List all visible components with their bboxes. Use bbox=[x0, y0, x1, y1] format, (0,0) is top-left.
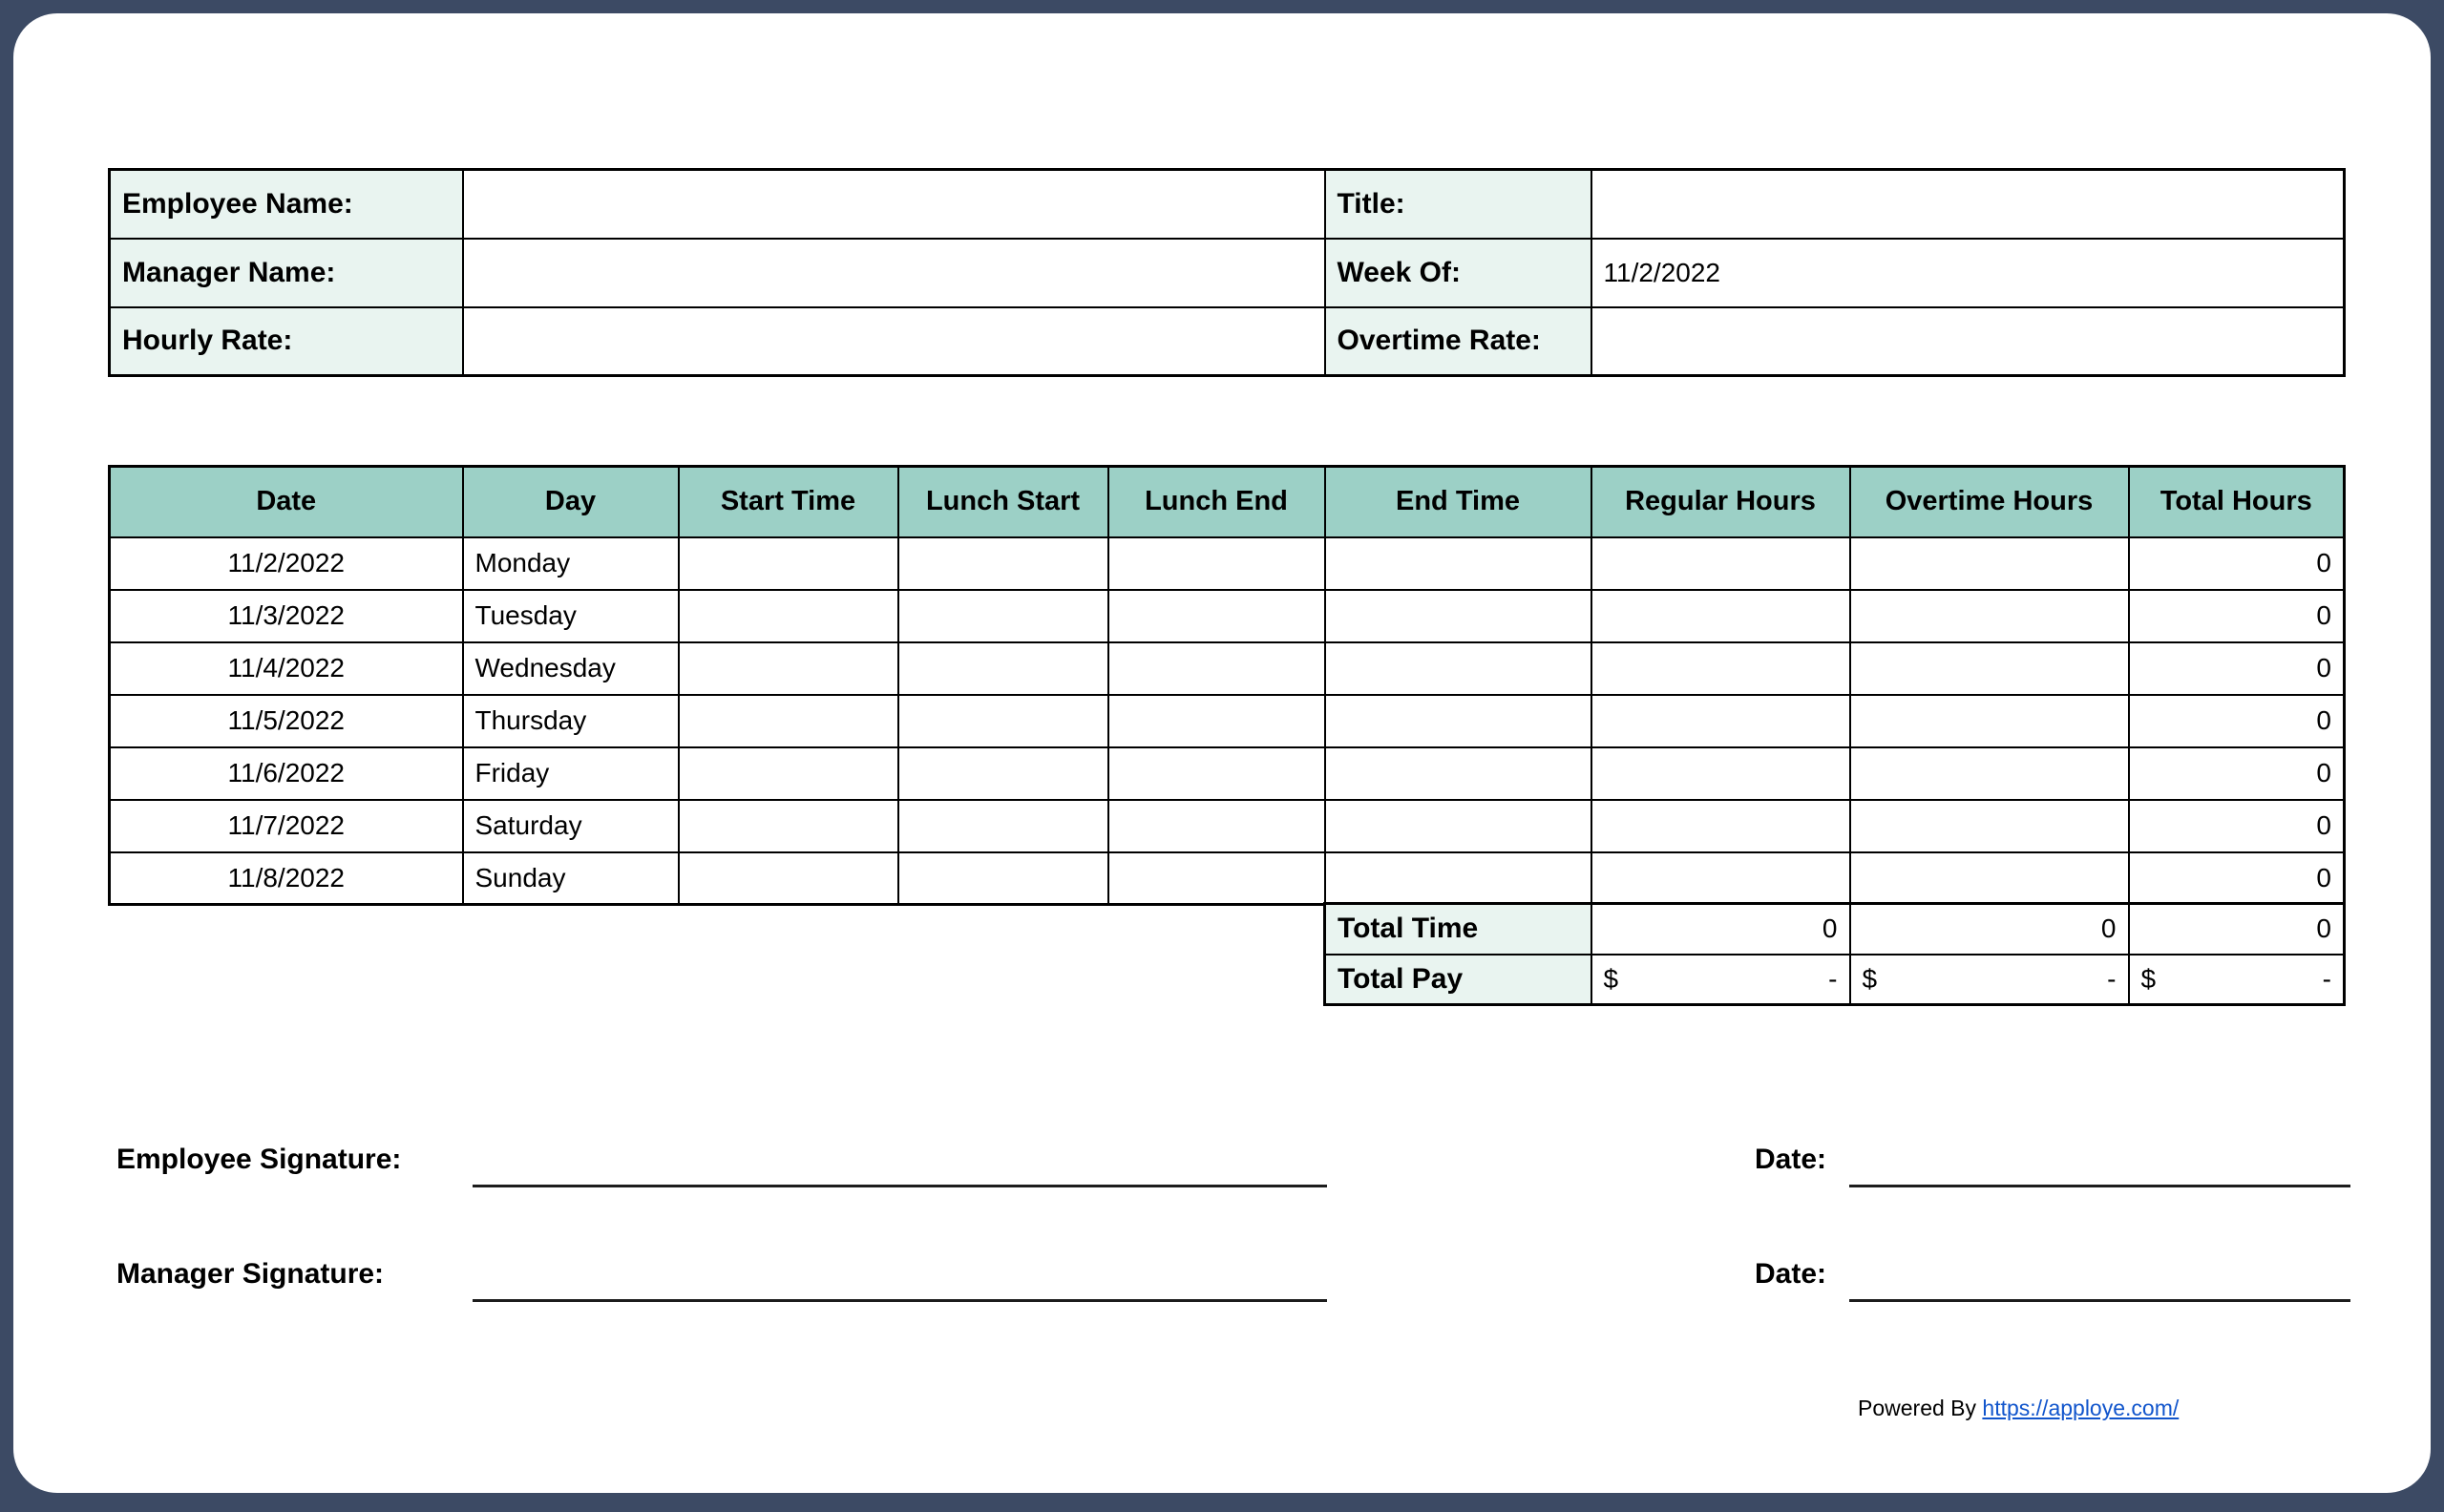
end-time-cell[interactable] bbox=[1325, 537, 1591, 590]
timesheet-row bbox=[110, 695, 2345, 747]
day-cell: Friday bbox=[463, 747, 679, 800]
overtime-hours-cell[interactable] bbox=[1850, 537, 2129, 590]
regular-hours-cell[interactable] bbox=[1591, 642, 1850, 695]
regular-hours-cell[interactable] bbox=[1591, 590, 1850, 642]
info-row bbox=[110, 170, 2345, 239]
day-cell: Thursday bbox=[463, 695, 679, 747]
employee-signature-line[interactable] bbox=[473, 1185, 1327, 1187]
total-hours-cell: 0 bbox=[2129, 747, 2345, 800]
start-time-cell[interactable] bbox=[679, 537, 898, 590]
day-column-header: Day bbox=[463, 467, 679, 537]
lunch-start-cell[interactable] bbox=[898, 852, 1108, 905]
total-hours-cell: 0 bbox=[2129, 852, 2345, 905]
regular-hours-cell[interactable] bbox=[1591, 695, 1850, 747]
total-hours-value: 0 bbox=[2129, 904, 2345, 955]
manager-name-label: Manager Name: bbox=[110, 239, 463, 307]
lunch-end-cell[interactable] bbox=[1108, 852, 1325, 905]
regular-hours-cell[interactable] bbox=[1591, 747, 1850, 800]
manager-date-label: Date: bbox=[1755, 1258, 1827, 1290]
overtime-rate-field[interactable] bbox=[1591, 307, 2345, 376]
day-cell: Tuesday bbox=[463, 590, 679, 642]
end-time-cell[interactable] bbox=[1325, 747, 1591, 800]
start-time-cell[interactable] bbox=[679, 852, 898, 905]
pay-amount: - bbox=[1828, 963, 1838, 994]
timesheet-table bbox=[108, 465, 2346, 906]
hourly-rate-label: Hourly Rate: bbox=[110, 307, 463, 376]
week-of-label: Week Of: bbox=[1325, 239, 1591, 307]
timesheet-row bbox=[110, 590, 2345, 642]
start-time-cell[interactable] bbox=[679, 747, 898, 800]
day-cell: Wednesday bbox=[463, 642, 679, 695]
overtime-hours-cell[interactable] bbox=[1850, 695, 2129, 747]
timesheet-row bbox=[110, 642, 2345, 695]
total-pay-label: Total Pay bbox=[1325, 955, 1591, 1005]
overtime-pay-cell bbox=[1850, 955, 2129, 1005]
overtime-hours-cell[interactable] bbox=[1850, 747, 2129, 800]
employee-name-label: Employee Name: bbox=[110, 170, 463, 239]
start-time-column-header: Start Time bbox=[679, 467, 898, 537]
lunch-end-cell[interactable] bbox=[1108, 800, 1325, 852]
hourly-rate-field[interactable] bbox=[463, 307, 1325, 376]
timesheet-row bbox=[110, 852, 2345, 905]
manager-signature-line[interactable] bbox=[473, 1299, 1327, 1302]
total-hours-cell: 0 bbox=[2129, 695, 2345, 747]
info-row bbox=[110, 307, 2345, 376]
start-time-cell[interactable] bbox=[679, 642, 898, 695]
total-regular-hours-value: 0 bbox=[1591, 904, 1850, 955]
date-cell: 11/5/2022 bbox=[110, 695, 463, 747]
total-hours-cell: 0 bbox=[2129, 590, 2345, 642]
lunch-start-cell[interactable] bbox=[898, 800, 1108, 852]
total-pay-cell bbox=[2129, 955, 2345, 1005]
date-cell: 11/8/2022 bbox=[110, 852, 463, 905]
date-cell: 11/2/2022 bbox=[110, 537, 463, 590]
totals-table bbox=[1323, 902, 2346, 1006]
title-label: Title: bbox=[1325, 170, 1591, 239]
total-hours-cell: 0 bbox=[2129, 537, 2345, 590]
start-time-cell[interactable] bbox=[679, 800, 898, 852]
lunch-start-column-header: Lunch Start bbox=[898, 467, 1108, 537]
employee-date-line[interactable] bbox=[1849, 1185, 2350, 1187]
day-cell: Saturday bbox=[463, 800, 679, 852]
timesheet-body bbox=[110, 537, 2345, 905]
lunch-end-cell[interactable] bbox=[1108, 695, 1325, 747]
lunch-end-cell[interactable] bbox=[1108, 590, 1325, 642]
end-time-cell[interactable] bbox=[1325, 590, 1591, 642]
end-time-cell[interactable] bbox=[1325, 852, 1591, 905]
lunch-start-cell[interactable] bbox=[898, 747, 1108, 800]
total-time-row bbox=[1325, 904, 2345, 955]
regular-hours-cell[interactable] bbox=[1591, 537, 1850, 590]
end-time-cell[interactable] bbox=[1325, 800, 1591, 852]
day-cell: Monday bbox=[463, 537, 679, 590]
apploye-link[interactable]: https://apploye.com/ bbox=[1982, 1396, 2180, 1420]
total-hours-column-header: Total Hours bbox=[2129, 467, 2345, 537]
date-cell: 11/4/2022 bbox=[110, 642, 463, 695]
start-time-cell[interactable] bbox=[679, 590, 898, 642]
currency-symbol: $ bbox=[1603, 963, 1619, 994]
currency-symbol: $ bbox=[1862, 963, 1878, 994]
total-pay-row bbox=[1325, 955, 2345, 1005]
regular-hours-cell[interactable] bbox=[1591, 852, 1850, 905]
pay-amount: - bbox=[2107, 963, 2117, 994]
manager-signature-label: Manager Signature: bbox=[116, 1258, 385, 1290]
employee-name-field[interactable] bbox=[463, 170, 1325, 239]
overtime-hours-cell[interactable] bbox=[1850, 590, 2129, 642]
day-cell: Sunday bbox=[463, 852, 679, 905]
regular-hours-cell[interactable] bbox=[1591, 800, 1850, 852]
week-of-field[interactable]: 11/2/2022 bbox=[1591, 239, 2345, 307]
start-time-cell[interactable] bbox=[679, 695, 898, 747]
total-hours-cell: 0 bbox=[2129, 642, 2345, 695]
end-time-cell[interactable] bbox=[1325, 695, 1591, 747]
lunch-end-cell[interactable] bbox=[1108, 747, 1325, 800]
total-hours-cell: 0 bbox=[2129, 800, 2345, 852]
overtime-hours-cell[interactable] bbox=[1850, 800, 2129, 852]
timesheet-header-row bbox=[110, 467, 2345, 537]
info-row bbox=[110, 239, 2345, 307]
overtime-hours-cell[interactable] bbox=[1850, 642, 2129, 695]
employee-date-label: Date: bbox=[1755, 1144, 1827, 1175]
title-field[interactable] bbox=[1591, 170, 2345, 239]
overtime-rate-label: Overtime Rate: bbox=[1325, 307, 1591, 376]
end-time-cell[interactable] bbox=[1325, 642, 1591, 695]
lunch-start-cell[interactable] bbox=[898, 642, 1108, 695]
lunch-end-cell[interactable] bbox=[1108, 642, 1325, 695]
currency-symbol: $ bbox=[2140, 963, 2157, 994]
date-cell: 11/6/2022 bbox=[110, 747, 463, 800]
lunch-end-column-header: Lunch End bbox=[1108, 467, 1325, 537]
lunch-start-cell[interactable] bbox=[898, 695, 1108, 747]
total-time-label: Total Time bbox=[1325, 904, 1591, 955]
overtime-hours-cell[interactable] bbox=[1850, 852, 2129, 905]
regular-pay-cell bbox=[1591, 955, 1850, 1005]
end-time-column-header: End Time bbox=[1325, 467, 1591, 537]
timesheet-row bbox=[110, 537, 2345, 590]
date-cell: 11/7/2022 bbox=[110, 800, 463, 852]
regular-hours-column-header: Regular Hours bbox=[1591, 467, 1850, 537]
manager-date-line[interactable] bbox=[1849, 1299, 2350, 1302]
timesheet-row bbox=[110, 747, 2345, 800]
footer bbox=[1858, 1396, 2179, 1421]
powered-by-text: Powered By bbox=[1858, 1396, 1983, 1420]
pay-amount: - bbox=[2322, 963, 2331, 994]
lunch-end-cell[interactable] bbox=[1108, 537, 1325, 590]
date-column-header: Date bbox=[110, 467, 463, 537]
date-cell: 11/3/2022 bbox=[110, 590, 463, 642]
manager-name-field[interactable] bbox=[463, 239, 1325, 307]
total-overtime-hours-value: 0 bbox=[1850, 904, 2129, 955]
employee-info-table bbox=[108, 168, 2346, 377]
timesheet-row bbox=[110, 800, 2345, 852]
employee-signature-label: Employee Signature: bbox=[116, 1144, 402, 1175]
lunch-start-cell[interactable] bbox=[898, 590, 1108, 642]
overtime-hours-column-header: Overtime Hours bbox=[1850, 467, 2129, 537]
lunch-start-cell[interactable] bbox=[898, 537, 1108, 590]
